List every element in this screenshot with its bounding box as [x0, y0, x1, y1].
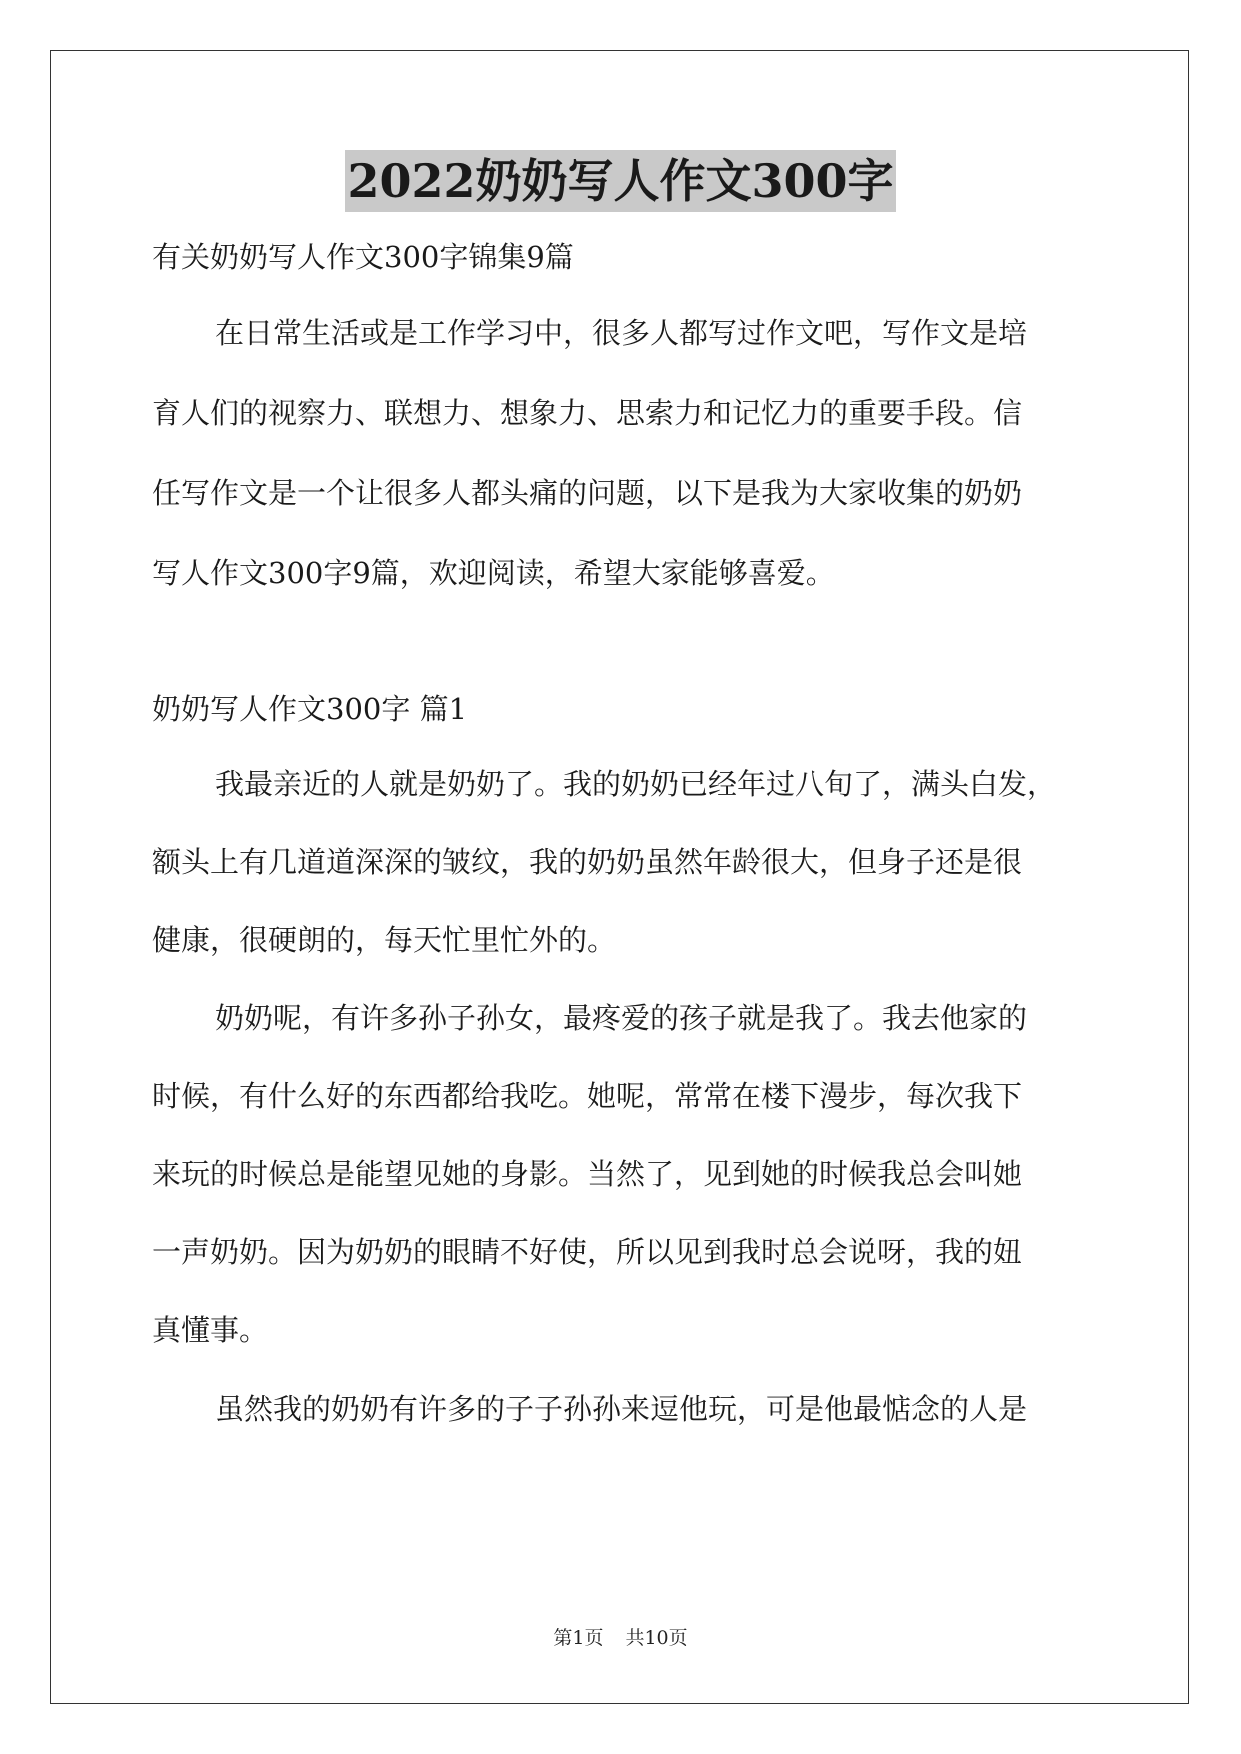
paragraph-line: 健康，很硬朗的，每天忙里忙外的。: [152, 923, 617, 957]
page-total: 共10页: [625, 1627, 688, 1649]
paragraph-line: 我最亲近的人就是奶奶了。我的奶奶已经年过八旬了，满头白发，: [215, 767, 1057, 801]
document-title: 2022奶奶写人作文300字: [345, 150, 895, 212]
page-footer: [0, 1625, 1241, 1651]
title-container: [0, 150, 1241, 212]
document-subtitle: 有关奶奶写人作文300字锦集9篇: [152, 240, 574, 274]
paragraph-line: 来玩的时候总是能望见她的身影。当然了，见到她的时候我总会叫她: [152, 1157, 1023, 1191]
intro-line: 任写作文是一个让很多人都头痛的问题，以下是我为大家收集的奶奶: [152, 476, 1023, 510]
paragraph-line: 真懂事。: [152, 1313, 269, 1347]
paragraph-line: 奶奶呢，有许多孙子孙女，最疼爱的孩子就是我了。我去他家的: [215, 1001, 1028, 1035]
intro-line: 在日常生活或是工作学习中，很多人都写过作文吧，写作文是培: [215, 316, 1028, 350]
section-heading: 奶奶写人作文300字 篇1: [152, 692, 468, 726]
paragraph-line: 虽然我的奶奶有许多的子子孙孙来逗他玩，可是他最惦念的人是: [215, 1392, 1028, 1426]
paragraph-line: 一声奶奶。因为奶奶的眼睛不好使，所以见到我时总会说呀，我的妞: [152, 1235, 1023, 1269]
paragraph-line: 额头上有几道道深深的皱纹，我的奶奶虽然年龄很大，但身子还是很: [152, 845, 1023, 879]
intro-line: 写人作文300字9篇，欢迎阅读，希望大家能够喜爱。: [152, 556, 835, 590]
paragraph-line: 时候，有什么好的东西都给我吃。她呢，常常在楼下漫步，每次我下: [152, 1079, 1023, 1113]
page-number: 第1页: [553, 1627, 604, 1649]
intro-line: 育人们的视察力、联想力、想象力、思索力和记忆力的重要手段。信: [152, 396, 1023, 430]
